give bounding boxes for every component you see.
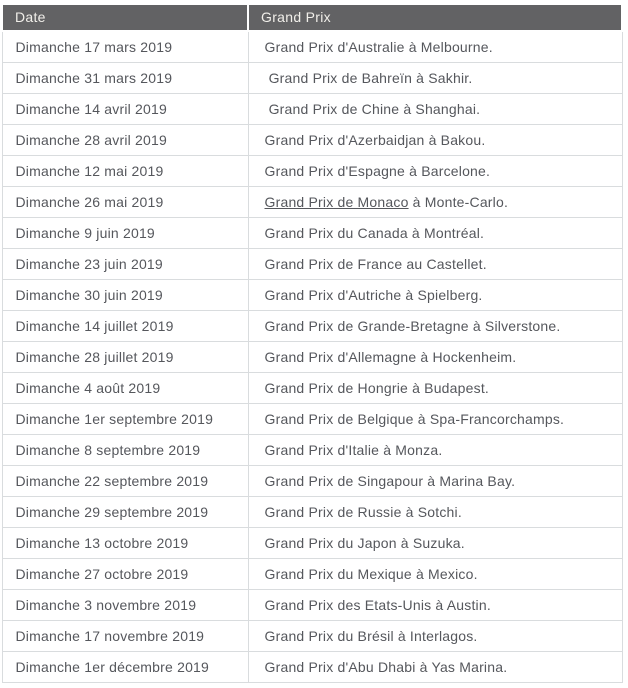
grand-prix-cell: Grand Prix de Singapour à Marina Bay. xyxy=(248,466,622,497)
date-cell: Dimanche 3 novembre 2019 xyxy=(2,590,248,621)
date-cell: Dimanche 9 juin 2019 xyxy=(2,218,248,249)
grand-prix-cell: Grand Prix de Chine à Shanghai. xyxy=(248,94,622,125)
date-cell: Dimanche 17 novembre 2019 xyxy=(2,621,248,652)
table-row xyxy=(2,528,622,559)
grand-prix-cell: Grand Prix du Japon à Suzuka. xyxy=(248,528,622,559)
date-cell: Dimanche 4 août 2019 xyxy=(2,373,248,404)
grand-prix-cell: Grand Prix d'Azerbaidjan à Bakou. xyxy=(248,125,622,156)
date-cell: Dimanche 12 mai 2019 xyxy=(2,156,248,187)
grand-prix-cell: Grand Prix d'Autriche à Spielberg. xyxy=(248,280,622,311)
date-cell: Dimanche 27 octobre 2019 xyxy=(2,559,248,590)
date-cell: Dimanche 8 septembre 2019 xyxy=(2,435,248,466)
date-cell: Dimanche 1er décembre 2019 xyxy=(2,652,248,683)
table-header-row xyxy=(2,4,622,31)
date-cell: Dimanche 14 avril 2019 xyxy=(2,94,248,125)
table-row xyxy=(2,621,622,652)
table-row xyxy=(2,342,622,373)
table-row xyxy=(2,311,622,342)
grand-prix-cell: Grand Prix de Russie à Sotchi. xyxy=(248,497,622,528)
grand-prix-calendar-table xyxy=(1,3,623,683)
column-header-date: Date xyxy=(2,4,248,31)
table-row xyxy=(2,63,622,94)
grand-prix-cell: Grand Prix d'Abu Dhabi à Yas Marina. xyxy=(248,652,622,683)
date-cell: Dimanche 14 juillet 2019 xyxy=(2,311,248,342)
table-row xyxy=(2,249,622,280)
column-header-grand-prix: Grand Prix xyxy=(248,4,622,31)
grand-prix-cell: Grand Prix du Mexique à Mexico. xyxy=(248,559,622,590)
table-row xyxy=(2,125,622,156)
grand-prix-cell: Grand Prix d'Australie à Melbourne. xyxy=(248,31,622,63)
grand-prix-cell: Grand Prix de France au Castellet. xyxy=(248,249,622,280)
date-cell: Dimanche 26 mai 2019 xyxy=(2,187,248,218)
grand-prix-cell: Grand Prix de Hongrie à Budapest. xyxy=(248,373,622,404)
grand-prix-cell: Grand Prix du Canada à Montréal. xyxy=(248,218,622,249)
date-cell: Dimanche 1er septembre 2019 xyxy=(2,404,248,435)
table-row xyxy=(2,497,622,528)
table-row xyxy=(2,280,622,311)
grand-prix-cell: Grand Prix de Monaco à Monte-Carlo. xyxy=(248,187,622,218)
table-row xyxy=(2,373,622,404)
date-cell: Dimanche 30 juin 2019 xyxy=(2,280,248,311)
table-row xyxy=(2,94,622,125)
date-cell: Dimanche 29 septembre 2019 xyxy=(2,497,248,528)
grand-prix-cell: Grand Prix de Grande-Bretagne à Silverstone. xyxy=(248,311,622,342)
grand-prix-cell: Grand Prix de Belgique à Spa-Francorchamps. xyxy=(248,404,622,435)
date-cell: Dimanche 28 avril 2019 xyxy=(2,125,248,156)
date-cell: Dimanche 31 mars 2019 xyxy=(2,63,248,94)
table-row xyxy=(2,218,622,249)
table-row xyxy=(2,466,622,497)
date-cell: Dimanche 23 juin 2019 xyxy=(2,249,248,280)
grand-prix-link[interactable]: Grand Prix de Monaco xyxy=(264,193,409,210)
table-row xyxy=(2,404,622,435)
grand-prix-cell: Grand Prix des Etats-Unis à Austin. xyxy=(248,590,622,621)
grand-prix-cell: Grand Prix d'Italie à Monza. xyxy=(248,435,622,466)
date-cell: Dimanche 22 septembre 2019 xyxy=(2,466,248,497)
table-row xyxy=(2,435,622,466)
date-cell: Dimanche 13 octobre 2019 xyxy=(2,528,248,559)
grand-prix-cell: Grand Prix du Brésil à Interlagos. xyxy=(248,621,622,652)
table-row xyxy=(2,652,622,683)
table-row xyxy=(2,187,622,218)
table-row xyxy=(2,590,622,621)
grand-prix-cell: Grand Prix de Bahreïn à Sakhir. xyxy=(248,63,622,94)
table-row xyxy=(2,31,622,63)
grand-prix-cell: Grand Prix d'Allemagne à Hockenheim. xyxy=(248,342,622,373)
table-row xyxy=(2,156,622,187)
grand-prix-cell: Grand Prix d'Espagne à Barcelone. xyxy=(248,156,622,187)
date-cell: Dimanche 28 juillet 2019 xyxy=(2,342,248,373)
table-row xyxy=(2,559,622,590)
date-cell: Dimanche 17 mars 2019 xyxy=(2,31,248,63)
